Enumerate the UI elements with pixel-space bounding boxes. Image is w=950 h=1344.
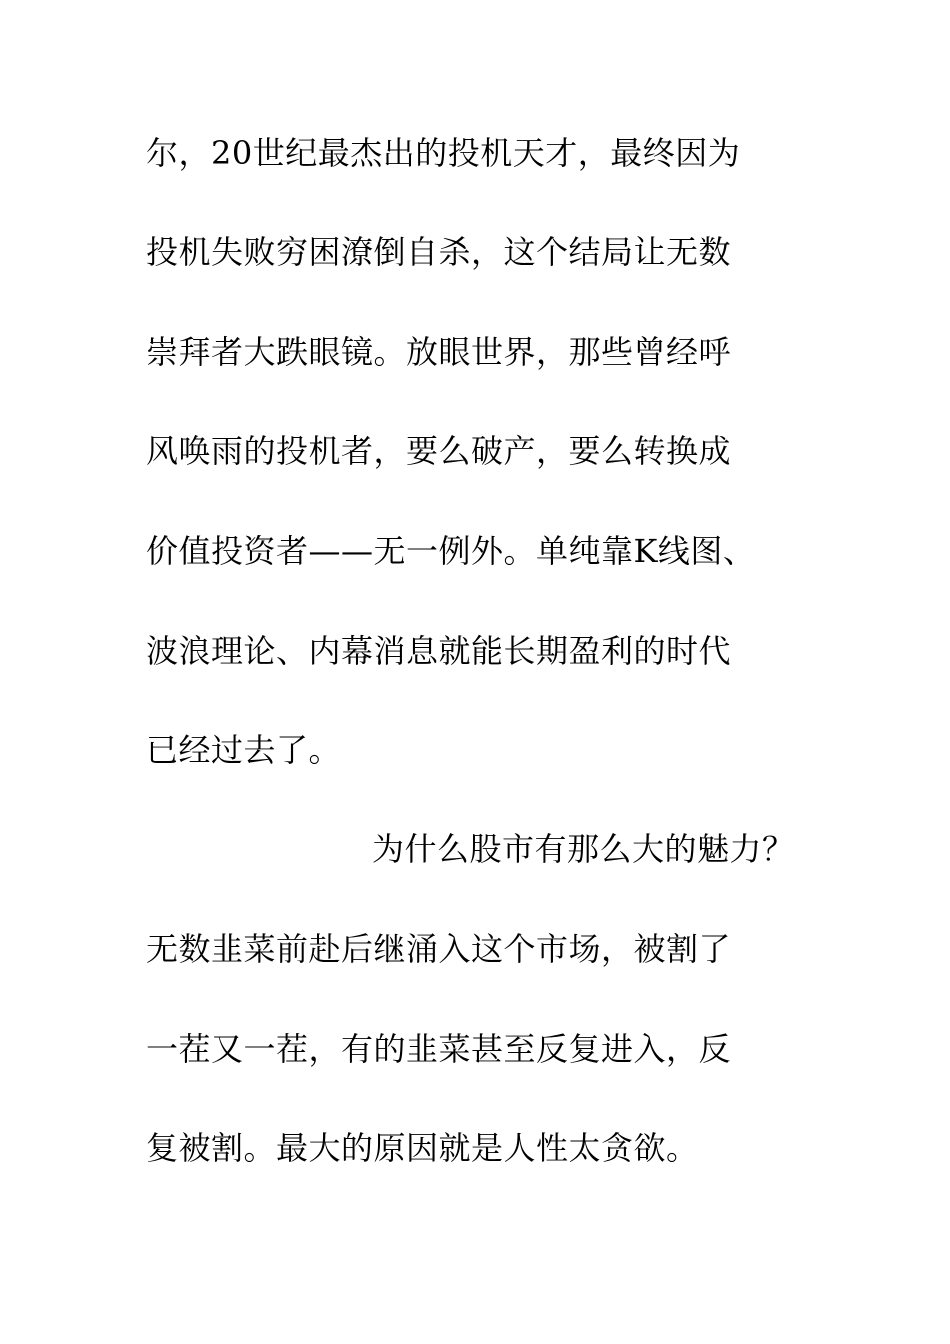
text-line: 崇拜者大跌眼镜。放眼世界，那些曾经呼 [146,333,732,371]
text-line: 无数韭菜前赴后继涌入这个市场，被割了 [146,930,732,968]
text-line: 已经过去了。 [146,731,342,769]
text-line: 波浪理论、内幕消息就能长期盈利的时代 [146,632,732,670]
text-line: 一茬又一茬，有的韭菜甚至反复进入，反 [146,1030,732,1068]
text-line: 投机失败穷困潦倒自杀，这个结局让无数 [146,233,732,271]
text-line: 价值投资者——无一例外。单纯靠K线图、 [146,532,756,570]
text-line: 尔，20世纪最杰出的投机天才，最终因为 [146,134,741,172]
text-line: 复被割。最大的原因就是人性太贪欲。 [146,1129,699,1167]
text-line: 风唤雨的投机者，要么破产，要么转换成 [146,432,732,470]
section-heading: 为什么股市有那么大的魅力？ [372,830,795,868]
